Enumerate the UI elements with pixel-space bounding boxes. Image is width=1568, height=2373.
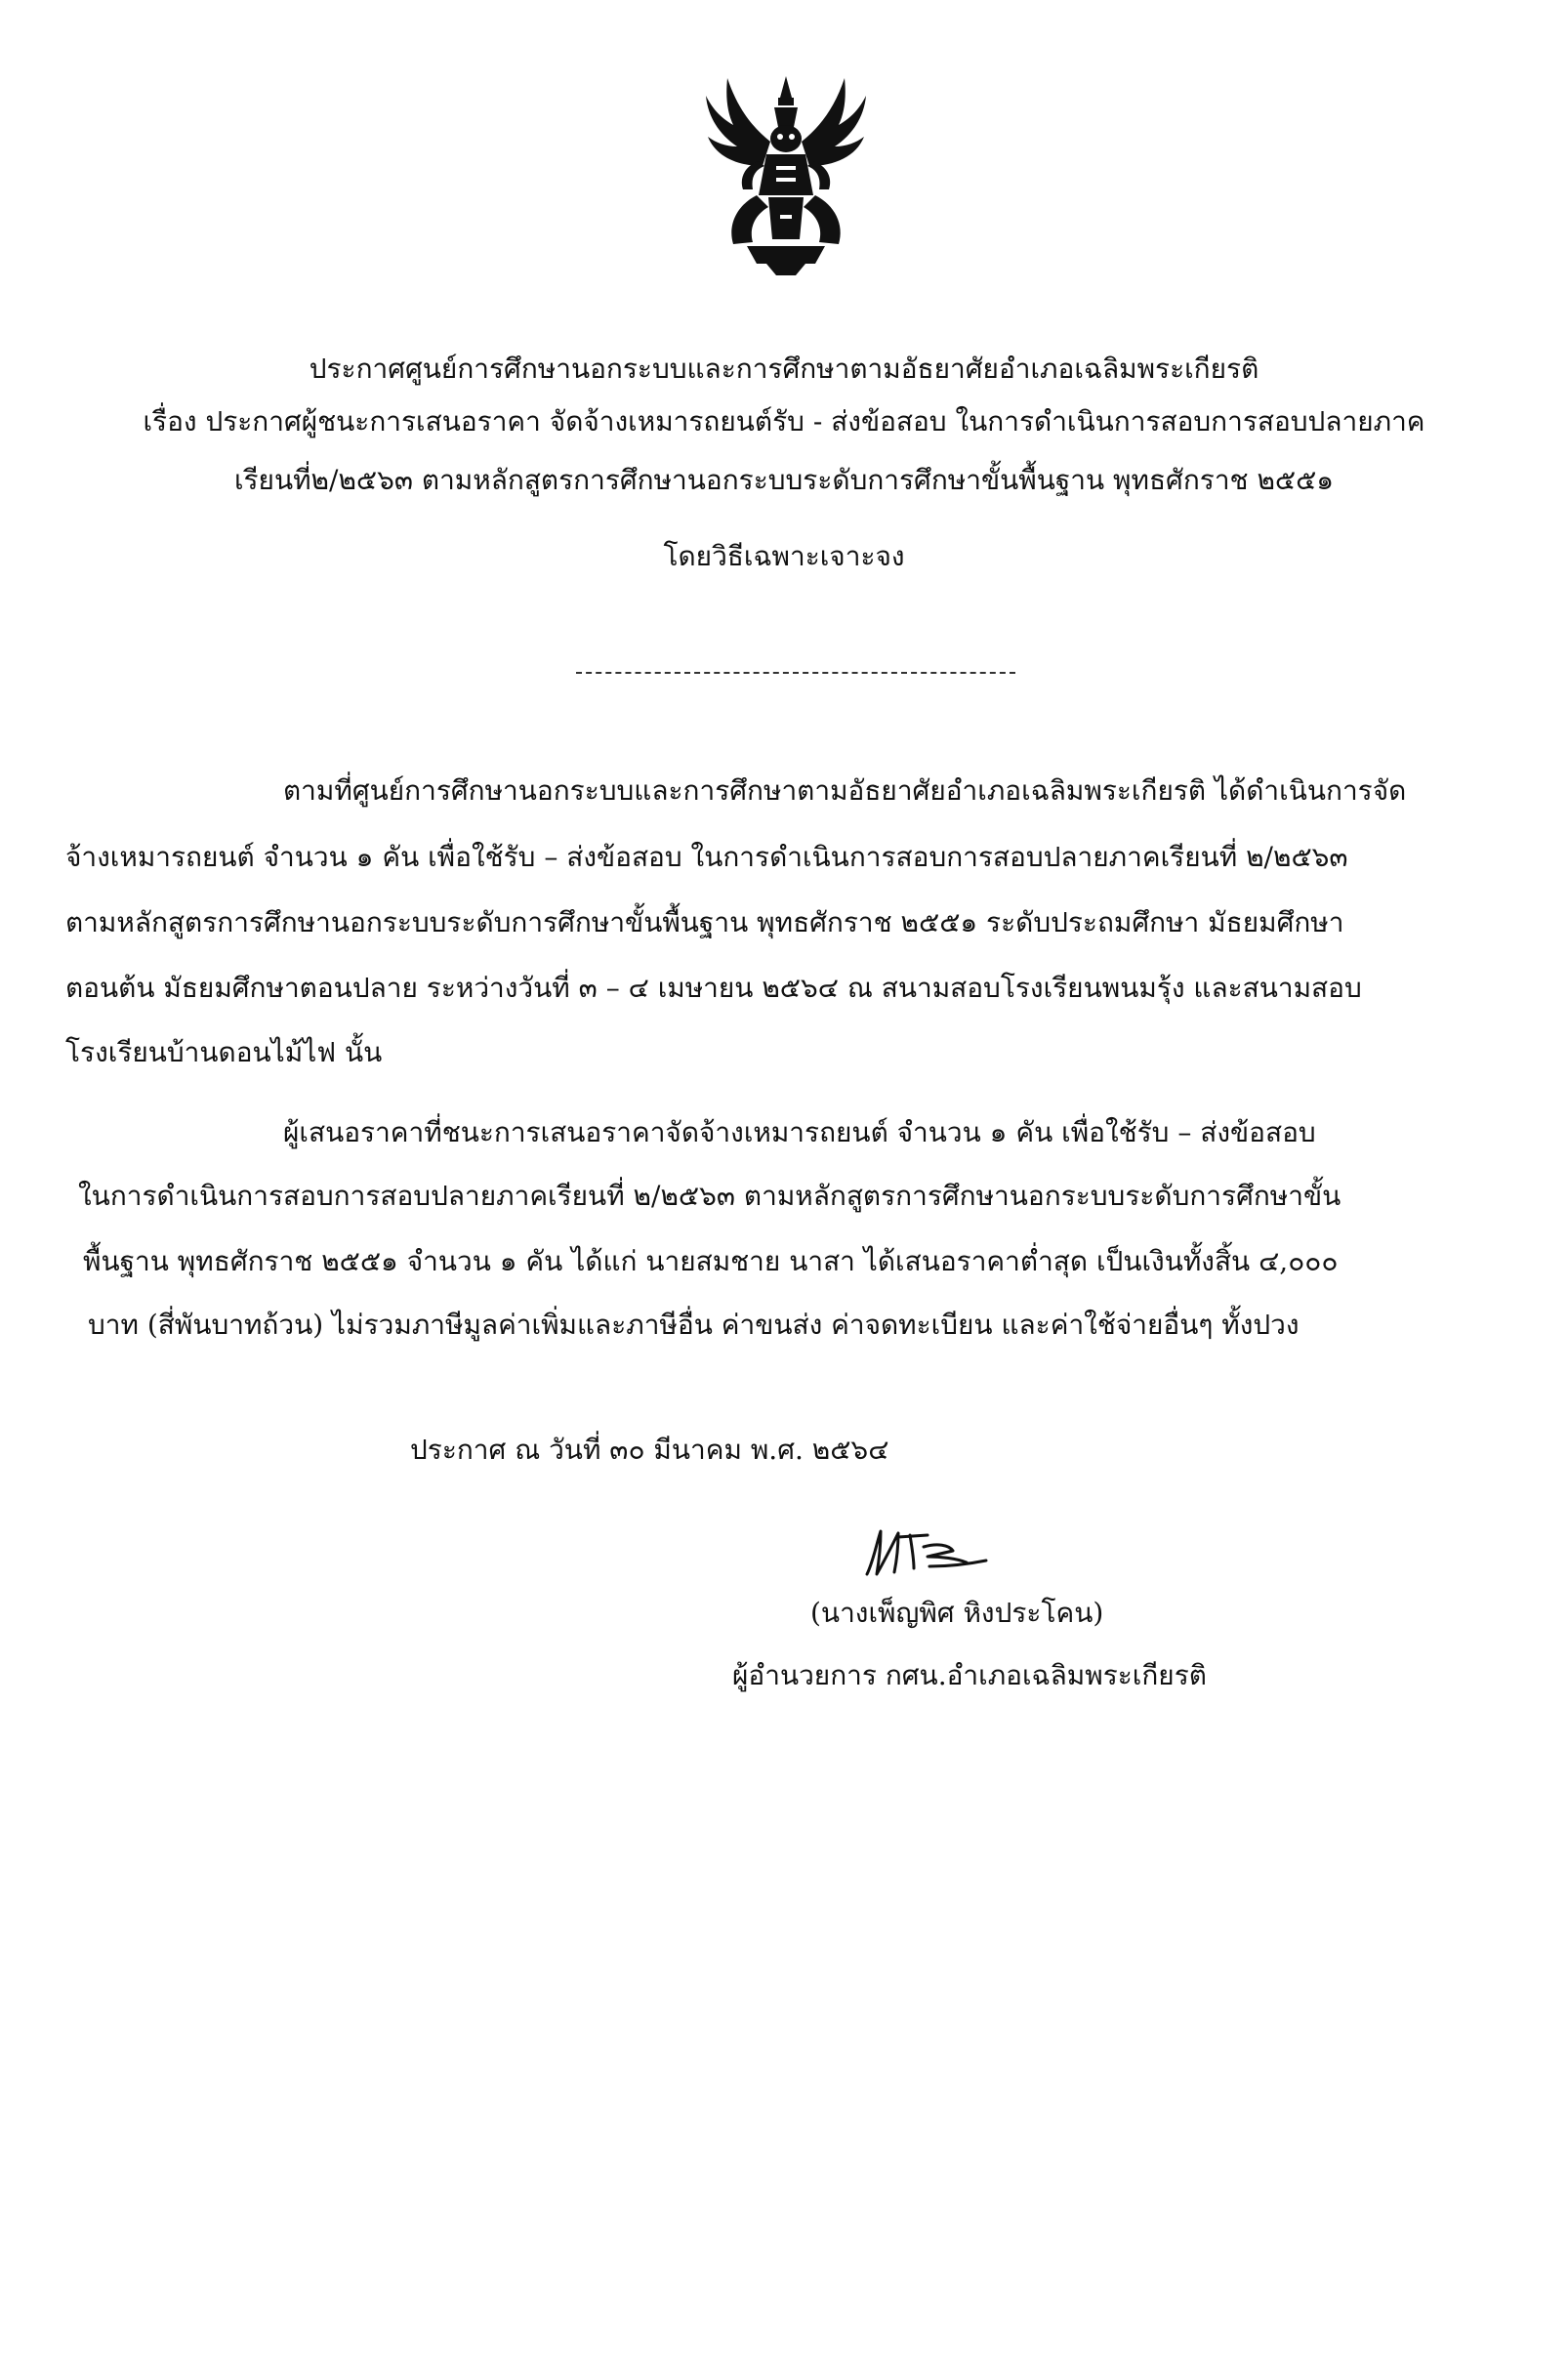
subject-line-continued: เรียนที่๒/๒๕๖๓ ตามหลักสูตรการศึกษานอกระบบระดับการศึกษาขั้นพื้นฐาน พุทธศักราช ๒๕๕๑ bbox=[233, 464, 1335, 496]
paragraph-2-line-1: ผู้เสนอราคาที่ชนะการเสนอราคาจัดจ้างเหมารถยนต์ จำนวน ๑ คัน เพื่อใช้รับ – ส่งข้อสอบ bbox=[283, 1116, 1316, 1148]
announcement-title: ประกาศศูนย์การศึกษานอกระบบและการศึกษาตามอัธยาศัยอำเภอเฉลิมพระเกียรติ bbox=[309, 353, 1259, 385]
paragraph-2-line-3: พื้นฐาน พุทธศักราช ๒๕๕๑ จำนวน ๑ คัน ได้แก่ นายสมชาย นาสา ได้เสนอราคาต่ำสุด เป็นเงินทั้งสิ้น ๔,๐๐๐ bbox=[83, 1245, 1339, 1277]
paragraph-1-line-5: โรงเรียนบ้านดอนไม้ไฟ นั้น bbox=[65, 1036, 383, 1068]
announcement-date: ประกาศ ณ วันที่ ๓๐ มีนาคม พ.ศ. ๒๕๖๔ bbox=[410, 1434, 889, 1466]
paragraph-2-line-4: บาท (สี่พันบาทถ้วน) ไม่รวมภาษีมูลค่าเพิ่มและภาษีอื่น ค่าขนส่ง ค่าจดทะเบียน และค่าใช้จ่ายอื่นๆ ทั้งปวง bbox=[88, 1309, 1300, 1341]
signatory-position: ผู้อำนวยการ กศน.อำเภอเฉลิมพระเกียรติ bbox=[732, 1659, 1207, 1691]
paragraph-1-line-1: ตามที่ศูนย์การศึกษานอกระบบและการศึกษาตามอัธยาศัยอำเภอเฉลิมพระเกียรติ ได้ดำเนินการจัด bbox=[283, 774, 1407, 807]
paragraph-2-line-2: ในการดำเนินการสอบการสอบปลายภาคเรียนที่ ๒/๒๕๖๓ ตามหลักสูตรการศึกษานอกระบบระดับการศึกษาขั้น bbox=[78, 1180, 1341, 1212]
paragraph-1-line-3: ตามหลักสูตรการศึกษานอกระบบระดับการศึกษาขั้นพื้นฐาน พุทธศักราช ๒๕๕๑ ระดับประถมศึกษา มัธยมศึกษา bbox=[65, 906, 1344, 938]
procurement-method: โดยวิธีเฉพาะเจาะจง bbox=[663, 540, 905, 572]
subject-line: เรื่อง ประกาศผู้ชนะการเสนอราคา จัดจ้างเหมารถยนต์รับ - ส่งข้อสอบ ในการดำเนินการสอบการสอบปลายภาค bbox=[143, 405, 1425, 437]
paragraph-1-line-4: ตอนต้น มัธยมศึกษาตอนปลาย ระหว่างวันที่ ๓ – ๔ เมษายน ๒๕๖๔ ณ สนามสอบโรงเรียนพนมรุ้ง และสนามสอบ bbox=[65, 972, 1362, 1004]
handwritten-signature bbox=[859, 1523, 1006, 1582]
garuda-emblem-icon bbox=[698, 68, 874, 278]
signatory-name: (นางเพ็ญพิศ หิงประโคน) bbox=[810, 1597, 1104, 1629]
paragraph-1-line-2: จ้างเหมารถยนต์ จำนวน ๑ คัน เพื่อใช้รับ – ส่งข้อสอบ ในการดำเนินการสอบการสอบปลายภาคเรียนที่ ๒/๒๕๖๓ bbox=[65, 841, 1348, 873]
section-divider bbox=[576, 672, 1015, 674]
